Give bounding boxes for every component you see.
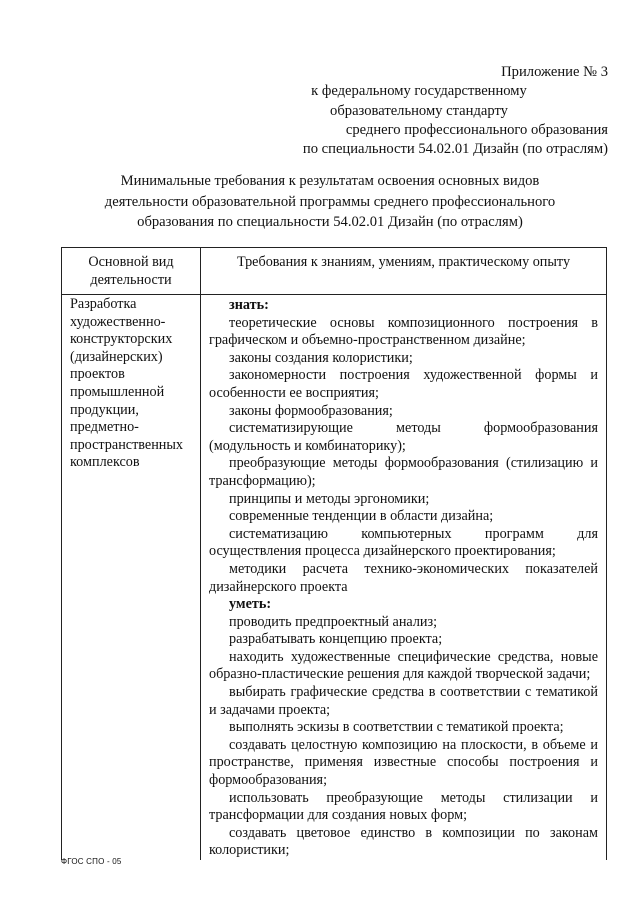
requirement-item: законы формообразования;	[229, 402, 393, 419]
appendix-line: среднего профессионального образования	[345, 121, 608, 138]
activity-cell	[62, 295, 201, 861]
can-label: уметь:	[229, 596, 272, 613]
title-line: образования по специальности 54.02.01 Дизайн (по отраслям)	[137, 214, 523, 230]
know-list	[209, 315, 598, 597]
requirement-item: систематизирующие методы формообразования (модульность и комбинаторику);	[209, 420, 598, 454]
requirement-item: закономерности построения художественной формы и особенности ее восприятия;	[209, 367, 598, 401]
column-header-activity: Основной вид деятельности	[62, 248, 201, 295]
table-header-row	[62, 248, 607, 295]
requirement-item: создавать целостную композицию на плоскости, в объеме и пространстве, применяя известные способы построения и формообразования;	[209, 736, 598, 789]
appendix-line: образовательному стандарту	[330, 102, 508, 119]
requirement-item: методики расчета технико-экономических показателей дизайнерского проекта	[209, 560, 598, 595]
requirement-item: проводить предпроектный анализ;	[229, 613, 438, 630]
table-row	[62, 295, 607, 861]
requirement-item: законы создания колористики;	[229, 349, 413, 366]
requirement-item: выбирать графические средства в соответствии с тематикой и задачами проекта;	[209, 684, 598, 718]
column-header-requirements: Требования к знаниям, умениям, практическому опыту	[201, 248, 607, 295]
requirement-item: современные тенденции в области дизайна;	[229, 508, 494, 525]
title-line: Минимальные требования к результатам освоения основных видов	[120, 173, 540, 189]
title-line: деятельности образовательной программы среднего профессионального	[104, 193, 556, 210]
requirements-cell	[201, 295, 607, 861]
appendix-line: по специальности 54.02.01 Дизайн (по отраслям)	[302, 141, 608, 158]
appendix-number: Приложение № 3	[501, 64, 608, 80]
requirement-item: преобразующие методы формообразования (стилизацию и трансформацию);	[209, 455, 598, 489]
know-label: знать:	[229, 297, 269, 313]
footer-code: ФГОС СПО - 05	[61, 857, 122, 866]
requirement-item: принципы и методы эргономики;	[229, 490, 430, 507]
requirement-item: выполнять эскизы в соответствии с тематикой проекта;	[229, 719, 564, 736]
appendix-header	[260, 63, 608, 159]
can-list	[209, 614, 598, 860]
requirement-item: создавать цветовое единство в композиции по законам колористики;	[209, 824, 598, 859]
activity-text: Разработка художественно-конструкторских (дизайнерских) проектов промышленной продукции, предметно-пространственных комплексов	[70, 296, 184, 471]
requirements-table	[61, 247, 607, 860]
requirement-item: систематизацию компьютерных программ для осуществления процесса дизайнерского проектирования;	[209, 525, 598, 560]
requirement-item: теоретические основы композиционного построения в графическом и объемно-пространственном дизайне;	[209, 314, 598, 349]
document-title	[80, 171, 580, 233]
requirement-item: находить художественные специфические средства, новые образно-пластические решения для каждой творческой задачи;	[209, 648, 598, 683]
requirement-item: разрабатывать концепцию проекта;	[229, 631, 443, 648]
appendix-line: к федеральному государственному	[311, 83, 527, 100]
requirement-item: использовать преобразующие методы стилизации и трансформации для создания новых форм;	[209, 789, 598, 824]
